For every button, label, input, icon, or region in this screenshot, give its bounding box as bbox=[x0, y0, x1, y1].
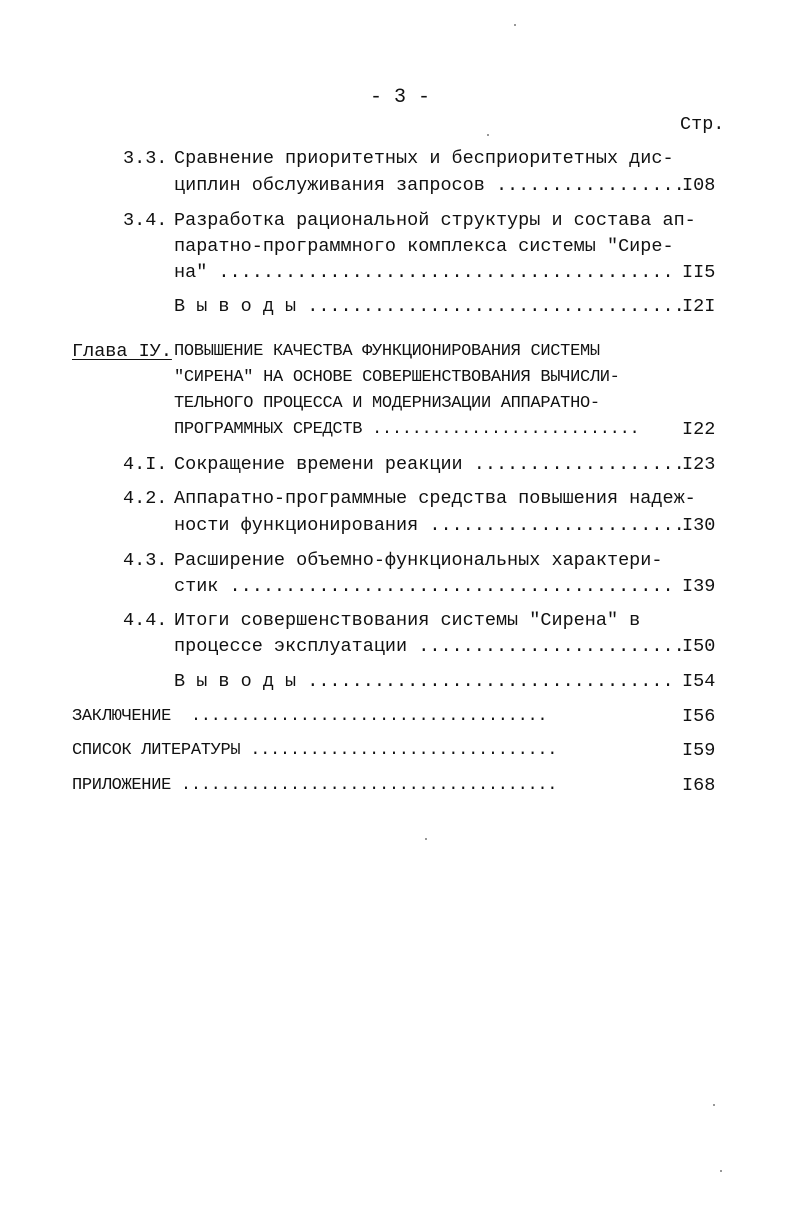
toc-entry-line: ПОВЫШЕНИЕ КАЧЕСТВА ФУНКЦИОНИРОВАНИЯ СИСТЕМЫ bbox=[174, 342, 600, 361]
scan-speck bbox=[720, 1170, 722, 1172]
toc-entry-line: В ы в о д ы ................................. bbox=[174, 671, 674, 692]
toc-entry-line: стик ........................................ bbox=[174, 576, 674, 597]
section-number: 4.I. bbox=[123, 454, 168, 475]
toc-entry-line: на" ......................................... bbox=[174, 262, 674, 283]
section-number: 3.3. bbox=[123, 148, 168, 169]
toc-page-number: I59 bbox=[682, 740, 716, 761]
toc-page-number: I30 bbox=[682, 515, 716, 536]
toc-entry-line: паратно-программного комплекса системы "Сире- bbox=[174, 236, 674, 257]
toc-entry-line: Разработка рациональной структуры и состава ап- bbox=[174, 210, 696, 231]
toc-entry-line: ЗАКЛЮЧЕНИЕ .................................... bbox=[72, 707, 548, 726]
toc-entry-line: процессе эксплуатации ........................ bbox=[174, 636, 685, 657]
toc-entry-line: Аппаратно-программные средства повышения надеж- bbox=[174, 488, 696, 509]
section-number: 4.4. bbox=[123, 610, 168, 631]
toc-page-number: I56 bbox=[682, 706, 716, 727]
chapter-label: Глава IУ. bbox=[72, 341, 172, 362]
toc-entry-line: Сокращение времени реакции ................... bbox=[174, 454, 685, 475]
toc-page-number: I22 bbox=[682, 419, 716, 440]
scan-speck bbox=[713, 1104, 715, 1106]
toc-entry-line: Расширение объемно-функциональных характери- bbox=[174, 550, 663, 571]
section-number: 4.3. bbox=[123, 550, 168, 571]
toc-page-number: II5 bbox=[682, 262, 716, 283]
section-number: 4.2. bbox=[123, 488, 168, 509]
toc-page-number: I68 bbox=[682, 775, 716, 796]
toc-entry-line: "СИРЕНА" НА ОСНОВЕ СОВЕРШЕНСТВОВАНИЯ ВЫЧИСЛИ- bbox=[174, 368, 620, 387]
scan-speck bbox=[425, 838, 427, 840]
scan-speck bbox=[487, 134, 489, 136]
toc-entry-line: СПИСОК ЛИТЕРАТУРЫ ............................... bbox=[72, 741, 558, 760]
toc-page-number: I23 bbox=[682, 454, 716, 475]
toc-entry-line: ТЕЛЬНОГО ПРОЦЕССА И МОДЕРНИЗАЦИИ АППАРАТНО- bbox=[174, 394, 600, 413]
page-number: - 3 - bbox=[370, 86, 431, 109]
toc-entry-line: Итоги совершенствования системы "Сирена" в bbox=[174, 610, 641, 631]
toc-entry-line: ПРОГРАММНЫХ СРЕДСТВ ........................... bbox=[174, 420, 640, 439]
toc-entry-line: ности функционирования ....................... bbox=[174, 515, 685, 536]
scan-speck bbox=[514, 24, 516, 26]
toc-page-number: I54 bbox=[682, 671, 716, 692]
toc-entry-line: В ы в о д ы .................................. bbox=[174, 296, 685, 317]
toc-entry-line: ПРИЛОЖЕНИЕ ...................................... bbox=[72, 776, 558, 795]
toc-page-number: I08 bbox=[682, 175, 716, 196]
toc-entry-line: циплин обслуживания запросов ................. bbox=[174, 175, 685, 196]
toc-entry-line: Сравнение приоритетных и бесприоритетных дис- bbox=[174, 148, 674, 169]
toc-page-number: I39 bbox=[682, 576, 716, 597]
toc-page-number: I2I bbox=[682, 296, 716, 317]
page-column-header: Стр. bbox=[680, 114, 725, 135]
section-number: 3.4. bbox=[123, 210, 168, 231]
toc-page-number: I50 bbox=[682, 636, 716, 657]
